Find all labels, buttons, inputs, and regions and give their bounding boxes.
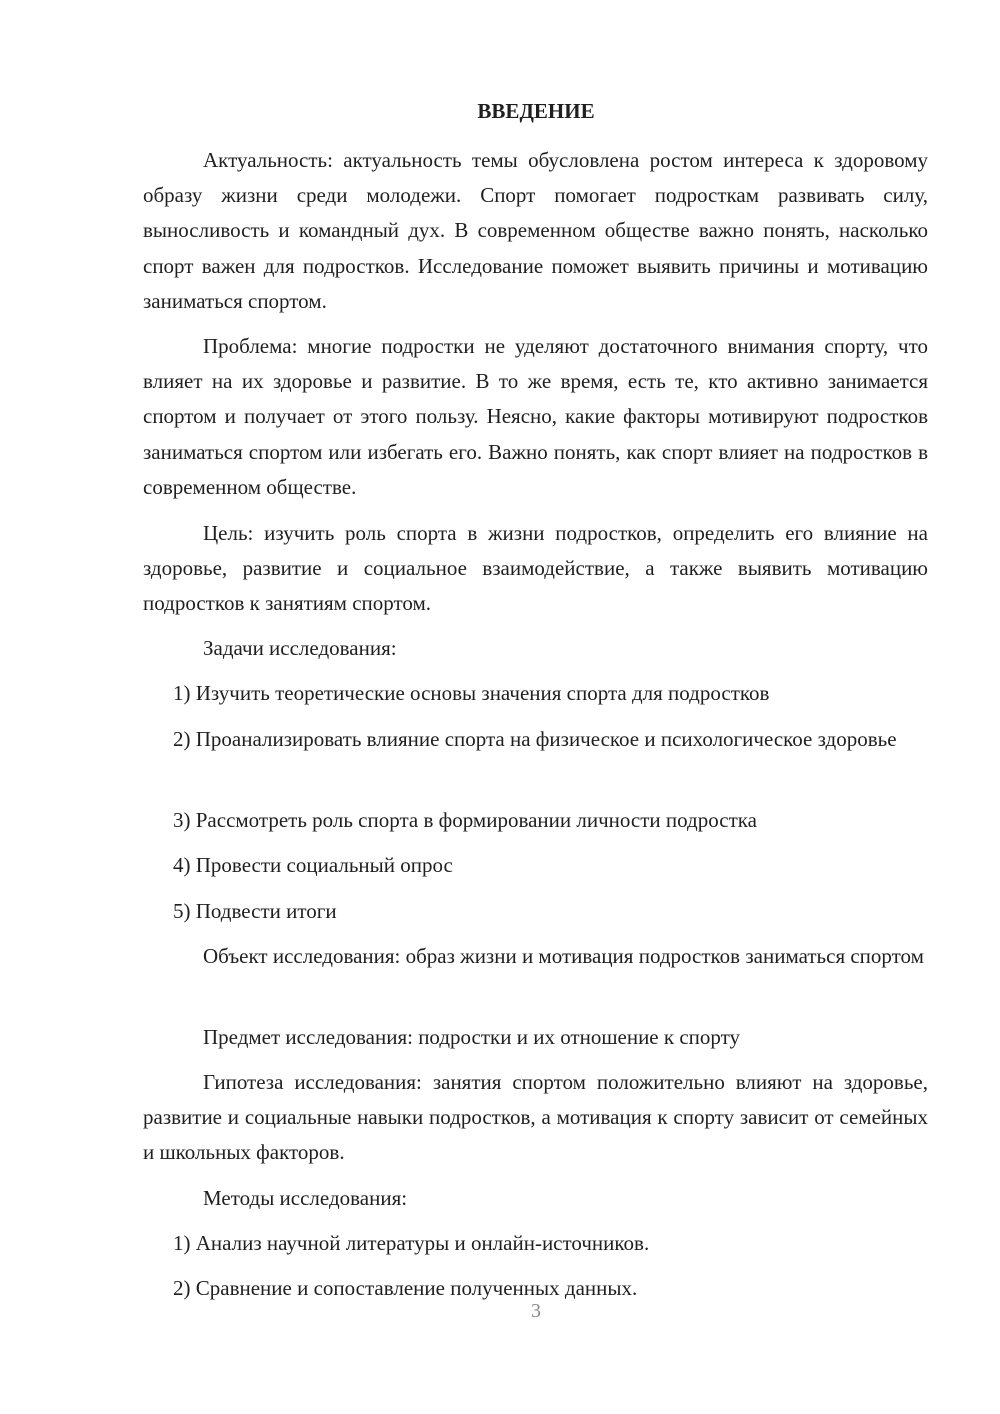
problem-paragraph: Проблема: многие подростки не уделяют достаточного внимания спорту, что влияет на их здоровье и развитие. В то же время, есть те, кто активно занимается спортом и получает от этого пользу. Неясно, какие факторы мотивируют подростков заниматься спортом или избегать его. Важно понять, как спорт влияет на подростков в современном обществе. xyxy=(143,334,928,499)
method-item-2: 2) Сравнение и сопоставление полученных данных. xyxy=(173,1276,638,1300)
subject-paragraph: Предмет исследования: подростки и их отношение к спорту xyxy=(203,1025,741,1049)
task-item-3: 3) Рассмотреть роль спорта в формировании личности подростка xyxy=(173,808,757,832)
methods-heading: Методы исследования: xyxy=(203,1186,408,1210)
method-item-1: 1) Анализ научной литературы и онлайн-источников. xyxy=(173,1231,650,1255)
task-item-1: 1) Изучить теоретические основы значения спорта для подростков xyxy=(173,681,770,705)
object-paragraph: Объект исследования: образ жизни и мотивация подростков заниматься спортом xyxy=(203,944,924,968)
task-item-4: 4) Провести социальный опрос xyxy=(173,853,453,877)
tasks-heading: Задачи исследования: xyxy=(203,636,397,660)
task-item-2: 2) Проанализировать влияние спорта на физическое и психологическое здоровье xyxy=(173,727,897,751)
goal-paragraph: Цель: изучить роль спорта в жизни подростков, определить его влияние на здоровье, развитие и социальное взаимодействие, а также выявить мотивацию подростков к занятиям спортом. xyxy=(143,521,928,616)
page-number: 3 xyxy=(531,1300,541,1322)
section-title: ВВЕДЕНИЕ xyxy=(477,99,595,123)
relevance-paragraph: Актуальность: актуальность темы обусловлена ростом интереса к здоровому образу жизни среди молодежи. Спорт помогает подросткам развивать силу, выносливость и командный дух. В современном обществе важно понять, насколько спорт важен для подростков. Исследование поможет выявить причины и мотивацию заниматься спортом. xyxy=(143,148,928,313)
hypothesis-paragraph: Гипотеза исследования: занятия спортом положительно влияют на здоровье, развитие и социальные навыки подростков, а мотивация к спорту зависит от семейных и школьных факторов. xyxy=(143,1070,928,1165)
task-item-5: 5) Подвести итоги xyxy=(173,899,337,923)
